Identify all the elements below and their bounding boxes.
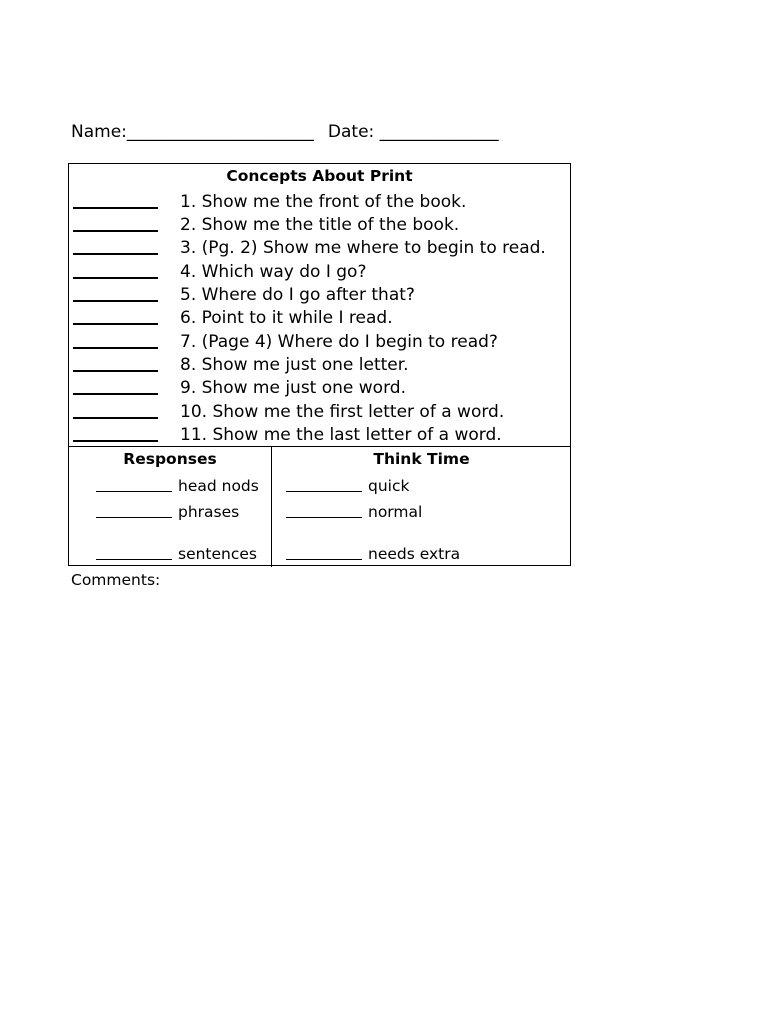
question-row bbox=[73, 331, 498, 354]
question-text: 10. Show me the first letter of a word. bbox=[180, 402, 505, 422]
think-time-label: normal bbox=[368, 503, 423, 521]
response-label: sentences bbox=[178, 545, 258, 563]
name-field[interactable]: Name:______________________ bbox=[71, 122, 314, 142]
response-option bbox=[96, 477, 259, 495]
score-blank[interactable] bbox=[73, 331, 158, 349]
response-label: phrases bbox=[178, 503, 240, 521]
question-text: 5. Where do I go after that? bbox=[180, 285, 415, 305]
comments-label: Comments: bbox=[71, 571, 161, 589]
think-time-blank[interactable] bbox=[286, 545, 362, 560]
think-time-option bbox=[286, 477, 409, 495]
question-text: 6. Point to it while I read. bbox=[180, 308, 393, 328]
question-text: 7. (Page 4) Where do I begin to read? bbox=[180, 332, 498, 352]
score-blank[interactable] bbox=[73, 191, 158, 209]
think-time-label: needs extra bbox=[368, 545, 461, 563]
question-row bbox=[73, 307, 393, 330]
concepts-about-print-form bbox=[68, 163, 571, 566]
question-row bbox=[73, 214, 459, 237]
think-time-title: Think Time bbox=[373, 450, 470, 468]
section-divider bbox=[69, 446, 570, 447]
response-blank[interactable] bbox=[96, 503, 172, 518]
date-field[interactable]: Date: ______________ bbox=[327, 122, 499, 142]
score-blank[interactable] bbox=[73, 214, 158, 232]
think-time-label: quick bbox=[368, 477, 410, 495]
question-row bbox=[73, 424, 502, 447]
response-blank[interactable] bbox=[96, 545, 172, 560]
think-time-blank[interactable] bbox=[286, 477, 362, 492]
score-blank[interactable] bbox=[73, 261, 158, 279]
response-option bbox=[96, 545, 257, 563]
question-row bbox=[73, 401, 504, 424]
question-text: 2. Show me the title of the book. bbox=[180, 215, 460, 235]
score-blank[interactable] bbox=[73, 284, 158, 302]
response-label: head nods bbox=[178, 477, 259, 495]
question-row bbox=[73, 191, 466, 214]
header-fields bbox=[71, 122, 499, 142]
score-blank[interactable] bbox=[73, 377, 158, 395]
response-option bbox=[96, 503, 239, 521]
think-time-blank[interactable] bbox=[286, 503, 362, 518]
think-time-option bbox=[286, 503, 422, 521]
question-text: 3. (Pg. 2) Show me where to begin to read. bbox=[180, 238, 546, 258]
form-title: Concepts About Print bbox=[226, 167, 413, 185]
score-blank[interactable] bbox=[73, 237, 158, 255]
think-time-option bbox=[286, 545, 460, 563]
score-blank[interactable] bbox=[73, 424, 158, 442]
question-text: 8. Show me just one letter. bbox=[180, 355, 409, 375]
question-row bbox=[73, 377, 406, 400]
question-text: 1. Show me the front of the book. bbox=[180, 192, 467, 212]
score-blank[interactable] bbox=[73, 354, 158, 372]
score-blank[interactable] bbox=[73, 307, 158, 325]
responses-title: Responses bbox=[123, 450, 217, 468]
question-row bbox=[73, 284, 415, 307]
question-row bbox=[73, 237, 546, 260]
question-text: 11. Show me the last letter of a word. bbox=[180, 425, 502, 445]
score-blank[interactable] bbox=[73, 401, 158, 419]
question-row bbox=[73, 354, 409, 377]
question-text: 4. Which way do I go? bbox=[180, 262, 367, 282]
question-row bbox=[73, 261, 366, 284]
response-blank[interactable] bbox=[96, 477, 172, 492]
question-text: 9. Show me just one word. bbox=[180, 378, 406, 398]
